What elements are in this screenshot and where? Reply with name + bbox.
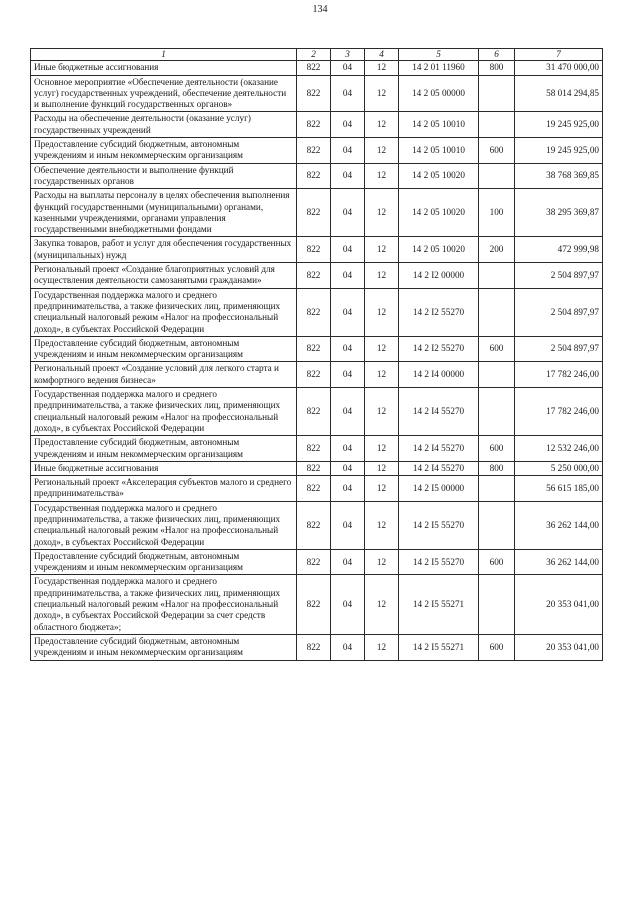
table-row [31, 288, 603, 336]
table-row [31, 336, 603, 362]
row-amount-cell: 5 250 000,00 [515, 461, 603, 475]
row-grbs-cell: 822 [297, 501, 331, 549]
row-amount-cell: 38 295 369,87 [515, 189, 603, 237]
row-target-code-cell: 14 2 I2 55270 [399, 336, 479, 362]
row-amount-cell: 2 504 897,97 [515, 336, 603, 362]
row-grbs-cell: 822 [297, 575, 331, 634]
table-row [31, 163, 603, 189]
row-subsection-cell: 12 [365, 288, 399, 336]
table-row [31, 461, 603, 475]
row-grbs-cell: 822 [297, 461, 331, 475]
row-name-cell: Региональный проект «Создание условий для легкого старта и комфортного ведения бизнеса» [31, 362, 297, 388]
row-name-cell: Государственная поддержка малого и среднего предпринимательства, а также физических лиц, применяющих специальный налоговый режим «Налог на профессиональный доход», в субъектах Российской Федерации [31, 288, 297, 336]
row-name-cell: Иные бюджетные ассигнования [31, 461, 297, 475]
budget-table [30, 48, 603, 661]
row-target-code-cell: 14 2 05 10020 [399, 163, 479, 189]
row-grbs-cell: 822 [297, 189, 331, 237]
row-name-cell: Предоставление субсидий бюджетным, автономным учреждениям и иным некоммерческим организациям [31, 436, 297, 462]
row-target-code-cell: 14 2 05 00000 [399, 75, 479, 112]
page-number: 134 [312, 4, 328, 15]
row-target-code-cell: 14 2 05 10020 [399, 189, 479, 237]
row-subsection-cell: 12 [365, 549, 399, 575]
row-target-code-cell: 14 2 I5 55271 [399, 634, 479, 660]
row-expense-type-cell: 600 [479, 549, 515, 575]
row-expense-type-cell [479, 362, 515, 388]
column-header-1: 1 [31, 49, 297, 61]
column-header-4: 4 [365, 49, 399, 61]
row-grbs-cell: 822 [297, 436, 331, 462]
row-subsection-cell: 12 [365, 436, 399, 462]
row-subsection-cell: 12 [365, 461, 399, 475]
row-section-cell: 04 [331, 288, 365, 336]
table-row [31, 112, 603, 138]
row-grbs-cell: 822 [297, 362, 331, 388]
table-row [31, 476, 603, 502]
row-target-code-cell: 14 2 01 11960 [399, 61, 479, 75]
row-section-cell: 04 [331, 75, 365, 112]
table-row [31, 634, 603, 660]
row-expense-type-cell: 200 [479, 237, 515, 263]
row-amount-cell: 12 532 246,00 [515, 436, 603, 462]
row-expense-type-cell [479, 75, 515, 112]
row-expense-type-cell: 600 [479, 436, 515, 462]
row-grbs-cell: 822 [297, 288, 331, 336]
row-grbs-cell: 822 [297, 237, 331, 263]
row-amount-cell: 58 014 294,85 [515, 75, 603, 112]
row-section-cell: 04 [331, 112, 365, 138]
row-amount-cell: 2 504 897,97 [515, 263, 603, 289]
row-subsection-cell: 12 [365, 362, 399, 388]
row-section-cell: 04 [331, 237, 365, 263]
row-subsection-cell: 12 [365, 189, 399, 237]
row-target-code-cell: 14 2 05 10010 [399, 138, 479, 164]
row-expense-type-cell [479, 476, 515, 502]
row-name-cell: Расходы на выплаты персоналу в целях обеспечения выполнения функций государственными (муниципальными) органами, казенными учреждениями, органами управления государственными внебюджетными фондами [31, 189, 297, 237]
row-expense-type-cell: 100 [479, 189, 515, 237]
row-section-cell: 04 [331, 549, 365, 575]
row-name-cell: Региональный проект «Создание благоприятных условий для осуществления деятельности самозанятыми гражданами» [31, 263, 297, 289]
row-target-code-cell: 14 2 I4 55270 [399, 388, 479, 436]
row-grbs-cell: 822 [297, 634, 331, 660]
row-subsection-cell: 12 [365, 476, 399, 502]
row-amount-cell: 38 768 369,85 [515, 163, 603, 189]
row-subsection-cell: 12 [365, 388, 399, 436]
row-grbs-cell: 822 [297, 75, 331, 112]
row-name-cell: Предоставление субсидий бюджетным, автономным учреждениям и иным некоммерческим организациям [31, 634, 297, 660]
row-subsection-cell: 12 [365, 112, 399, 138]
column-header-5: 5 [399, 49, 479, 61]
row-expense-type-cell [479, 112, 515, 138]
row-expense-type-cell [479, 288, 515, 336]
row-section-cell: 04 [331, 336, 365, 362]
row-section-cell: 04 [331, 476, 365, 502]
row-name-cell: Иные бюджетные ассигнования [31, 61, 297, 75]
row-section-cell: 04 [331, 61, 365, 75]
row-subsection-cell: 12 [365, 501, 399, 549]
row-target-code-cell: 14 2 I4 55270 [399, 436, 479, 462]
row-grbs-cell: 822 [297, 388, 331, 436]
row-expense-type-cell [479, 163, 515, 189]
table-row [31, 501, 603, 549]
row-section-cell: 04 [331, 388, 365, 436]
column-header-6: 6 [479, 49, 515, 61]
row-expense-type-cell: 800 [479, 461, 515, 475]
row-amount-cell: 56 615 185,00 [515, 476, 603, 502]
row-name-cell: Предоставление субсидий бюджетным, автономным учреждениям и иным некоммерческим организациям [31, 549, 297, 575]
row-name-cell: Закупка товаров, работ и услуг для обеспечения государственных (муниципальных) нужд [31, 237, 297, 263]
table-row [31, 237, 603, 263]
row-subsection-cell: 12 [365, 336, 399, 362]
row-section-cell: 04 [331, 634, 365, 660]
row-target-code-cell: 14 2 I5 55270 [399, 501, 479, 549]
row-target-code-cell: 14 2 I5 55270 [399, 549, 479, 575]
row-section-cell: 04 [331, 436, 365, 462]
row-amount-cell: 2 504 897,97 [515, 288, 603, 336]
row-expense-type-cell [479, 263, 515, 289]
row-target-code-cell: 14 2 I5 55271 [399, 575, 479, 634]
row-target-code-cell: 14 2 I4 00000 [399, 362, 479, 388]
row-target-code-cell: 14 2 05 10010 [399, 112, 479, 138]
row-grbs-cell: 822 [297, 476, 331, 502]
row-section-cell: 04 [331, 189, 365, 237]
row-amount-cell: 472 999,98 [515, 237, 603, 263]
row-target-code-cell: 14 2 I2 00000 [399, 263, 479, 289]
row-expense-type-cell: 800 [479, 61, 515, 75]
row-section-cell: 04 [331, 501, 365, 549]
row-target-code-cell: 14 2 I5 00000 [399, 476, 479, 502]
row-amount-cell: 17 782 246,00 [515, 362, 603, 388]
row-section-cell: 04 [331, 575, 365, 634]
row-section-cell: 04 [331, 263, 365, 289]
row-subsection-cell: 12 [365, 575, 399, 634]
column-number-row [31, 49, 603, 61]
row-section-cell: 04 [331, 138, 365, 164]
row-subsection-cell: 12 [365, 263, 399, 289]
table-row [31, 61, 603, 75]
row-subsection-cell: 12 [365, 75, 399, 112]
row-subsection-cell: 12 [365, 138, 399, 164]
row-target-code-cell: 14 2 05 10020 [399, 237, 479, 263]
row-section-cell: 04 [331, 461, 365, 475]
row-grbs-cell: 822 [297, 263, 331, 289]
row-expense-type-cell [479, 575, 515, 634]
row-section-cell: 04 [331, 163, 365, 189]
row-grbs-cell: 822 [297, 163, 331, 189]
row-name-cell: Государственная поддержка малого и среднего предпринимательства, а также физических лиц, применяющих специальный налоговый режим «Налог на профессиональный доход», в субъектах Российской Федерации [31, 388, 297, 436]
table-row [31, 549, 603, 575]
table-row [31, 138, 603, 164]
row-expense-type-cell [479, 388, 515, 436]
row-name-cell: Государственная поддержка малого и среднего предпринимательства, а также физических лиц, применяющих специальный налоговый режим «Налог на профессиональный доход», в субъектах Российской Федерации [31, 501, 297, 549]
column-header-7: 7 [515, 49, 603, 61]
row-grbs-cell: 822 [297, 61, 331, 75]
row-amount-cell: 20 353 041,00 [515, 575, 603, 634]
row-name-cell: Обеспечение деятельности и выполнение функций государственных органов [31, 163, 297, 189]
row-amount-cell: 36 262 144,00 [515, 549, 603, 575]
table-row [31, 189, 603, 237]
table-row [31, 575, 603, 634]
row-amount-cell: 31 470 000,00 [515, 61, 603, 75]
row-amount-cell: 36 262 144,00 [515, 501, 603, 549]
row-amount-cell: 20 353 041,00 [515, 634, 603, 660]
row-section-cell: 04 [331, 362, 365, 388]
row-amount-cell: 19 245 925,00 [515, 112, 603, 138]
row-expense-type-cell: 600 [479, 336, 515, 362]
row-grbs-cell: 822 [297, 549, 331, 575]
row-subsection-cell: 12 [365, 163, 399, 189]
row-expense-type-cell: 600 [479, 138, 515, 164]
table-row [31, 263, 603, 289]
row-amount-cell: 19 245 925,00 [515, 138, 603, 164]
row-subsection-cell: 12 [365, 237, 399, 263]
column-header-3: 3 [331, 49, 365, 61]
table-row [31, 388, 603, 436]
row-expense-type-cell: 600 [479, 634, 515, 660]
row-amount-cell: 17 782 246,00 [515, 388, 603, 436]
table-row [31, 362, 603, 388]
row-name-cell: Основное мероприятие «Обеспечение деятельности (оказание услуг) государственных учреждений, обеспечение деятельности и выполнение функций государственных органов» [31, 75, 297, 112]
row-name-cell: Государственная поддержка малого и среднего предпринимательства, а также физических лиц, применяющих специальный налоговый режим «Налог на профессиональный доход», в субъектах Российской Федерации за счет средств областного бюджета»; [31, 575, 297, 634]
row-name-cell: Расходы на обеспечение деятельности (оказание услуг) государственных учреждений [31, 112, 297, 138]
row-name-cell: Предоставление субсидий бюджетным, автономным учреждениям и иным некоммерческим организациям [31, 138, 297, 164]
row-subsection-cell: 12 [365, 61, 399, 75]
row-target-code-cell: 14 2 I2 55270 [399, 288, 479, 336]
row-name-cell: Региональный проект «Акселерация субъектов малого и среднего предпринимательства» [31, 476, 297, 502]
row-grbs-cell: 822 [297, 138, 331, 164]
row-grbs-cell: 822 [297, 112, 331, 138]
row-grbs-cell: 822 [297, 336, 331, 362]
row-expense-type-cell [479, 501, 515, 549]
column-header-2: 2 [297, 49, 331, 61]
row-name-cell: Предоставление субсидий бюджетным, автономным учреждениям и иным некоммерческим организациям [31, 336, 297, 362]
row-target-code-cell: 14 2 I4 55270 [399, 461, 479, 475]
table-row [31, 436, 603, 462]
row-subsection-cell: 12 [365, 634, 399, 660]
table-row [31, 75, 603, 112]
